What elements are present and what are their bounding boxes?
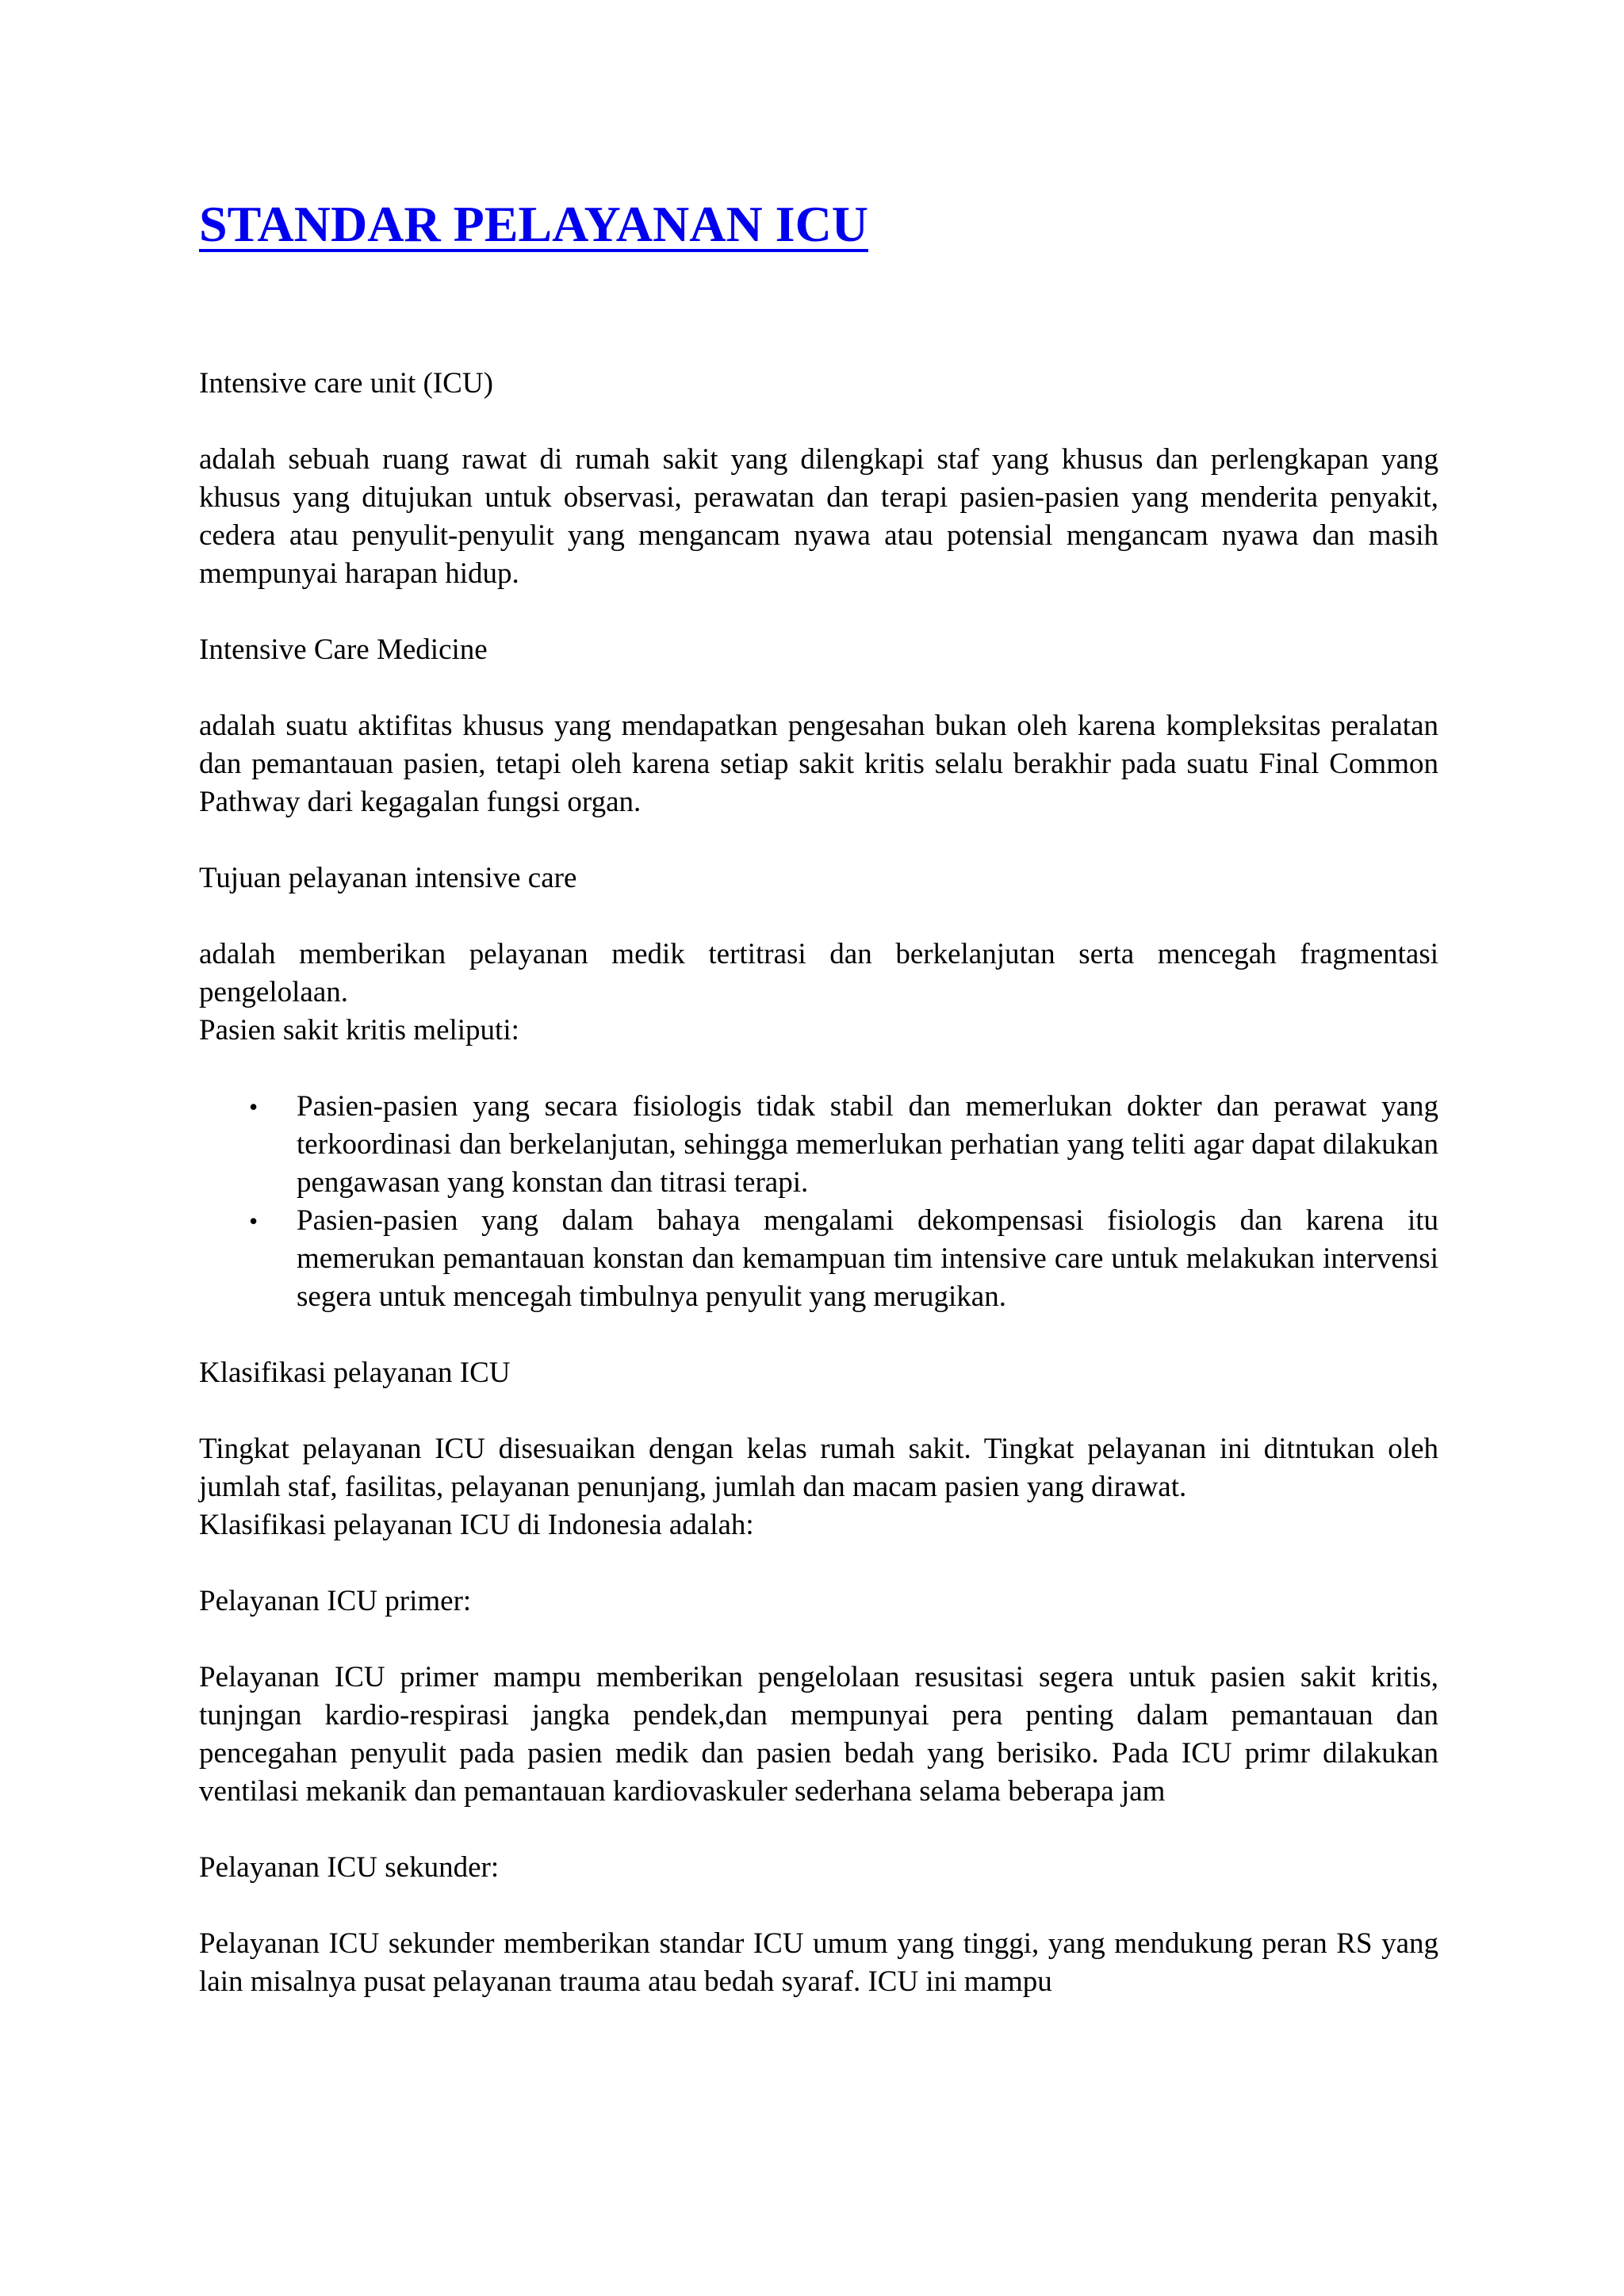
list-item	[249, 1088, 1438, 1202]
list-item-text: Pasien-pasien yang dalam bahaya mengalami dekompensasi fisiologis dan karena itu memerukan pemantauan konstan dan kemampuan tim intensive care untuk melakukan intervensi segera untuk mencegah timbulnya penyulit yang merugikan.	[297, 1204, 1438, 1313]
critical-patient-list	[199, 1088, 1438, 1316]
class-definition: Tingkat pelayanan ICU disesuaikan dengan kelas rumah sakit. Tingkat pelayanan ini ditntukan oleh jumlah staf, fasilitas, pelayanan penunjang, jumlah dan macam pasien yang dirawat.	[199, 1433, 1438, 1503]
secondary-definition: Pelayanan ICU sekunder memberikan standar ICU umum yang tinggi, yang mendukung peran RS yang lain misalnya pusat pelayanan trauma atau bedah syaraf. ICU ini mampu	[199, 1927, 1438, 1998]
bullet-icon: •	[249, 1207, 259, 1235]
secondary-heading: Pelayanan ICU sekunder:	[199, 1851, 500, 1884]
icu-heading: Intensive care unit (ICU)	[199, 367, 493, 400]
class-intro: Klasifikasi pelayanan ICU di Indonesia adalah:	[199, 1509, 754, 1541]
primary-definition: Pelayanan ICU primer mampu memberikan pengelolaan resusitasi segera untuk pasien sakit kritis, tunjngan kardio-respirasi jangka pendek,dan mempunyai pera penting dalam pemantauan dan pencegahan penyulit pada pasien medik dan pasien bedah yang berisiko. Pada ICU primr dilakukan ventilasi mekanik dan pemantauan kardiovaskuler sederhana selama beberapa jam	[199, 1661, 1438, 1808]
icm-heading: Intensive Care Medicine	[199, 633, 488, 666]
list-item	[249, 1202, 1438, 1316]
list-item-text: Pasien-pasien yang secara fisiologis tidak stabil dan memerlukan dokter dan perawat yang terkoordinasi dan berkelanjutan, sehingga memerlukan perhatian yang teliti agar dapat dilakukan pengawasan yang konstan dan titrasi terapi.	[297, 1090, 1438, 1199]
page-title-link[interactable]: STANDAR PELAYANAN ICU	[199, 196, 868, 252]
critical-intro: Pasien sakit kritis meliputi:	[199, 1014, 519, 1047]
goal-definition: adalah memberikan pelayanan medik tertitrasi dan berkelanjutan serta mencegah fragmentasi pengelolaan.	[199, 938, 1438, 1008]
icm-definition: adalah suatu aktifitas khusus yang mendapatkan pengesahan bukan oleh karena kompleksitas peralatan dan pemantauan pasien, tetapi oleh karena setiap sakit kritis selalu berakhir pada suatu Final Common Pathway dari kegagalan fungsi organ.	[199, 710, 1438, 818]
goal-heading: Tujuan pelayanan intensive care	[199, 862, 577, 894]
primary-heading: Pelayanan ICU primer:	[199, 1585, 472, 1617]
bullet-icon: •	[249, 1093, 259, 1121]
icu-definition: adalah sebuah ruang rawat di rumah sakit yang dilengkapi staf yang khusus dan perlengkapan yang khusus yang ditujukan untuk observasi, perawatan dan terapi pasien-pasien yang menderita penyakit, cedera atau penyulit-penyulit yang mengancam nyawa atau potensial mengancam nyawa dan masih mempunyai harapan hidup.	[199, 443, 1438, 590]
document-body	[199, 365, 1438, 2001]
class-heading: Klasifikasi pelayanan ICU	[199, 1357, 511, 1389]
